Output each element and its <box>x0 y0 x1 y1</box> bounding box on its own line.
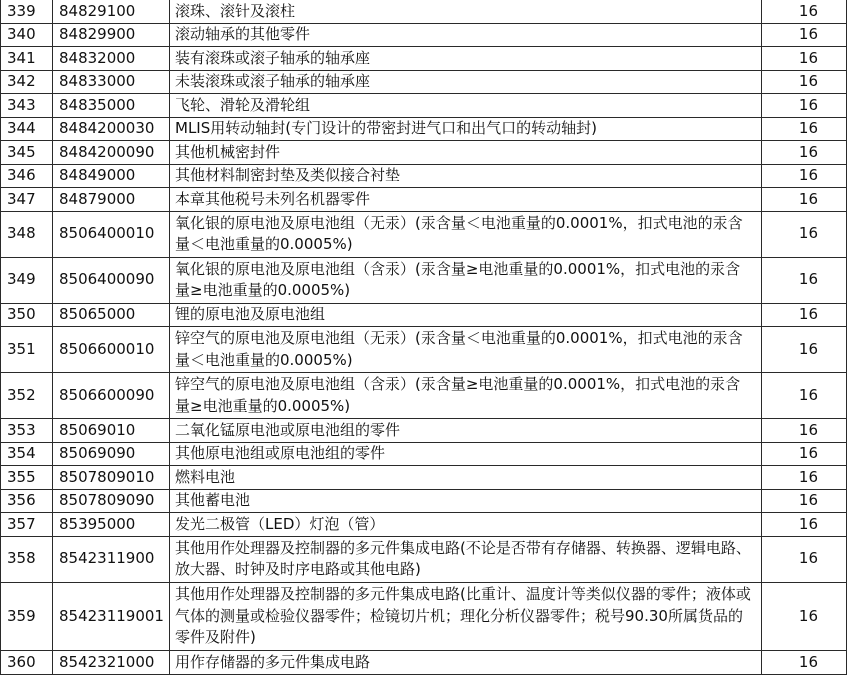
table-row <box>1 419 847 443</box>
tariff-code-cell: 84835000 <box>53 94 170 118</box>
table-row <box>1 373 847 419</box>
rate-cell: 16 <box>762 23 847 47</box>
row-number-cell: 340 <box>1 23 53 47</box>
description-cell: 装有滚珠或滚子轴承的轴承座 <box>170 47 762 71</box>
table-row <box>1 651 847 675</box>
description-cell: 用作存储器的多元件集成电路 <box>170 651 762 675</box>
rate-cell: 16 <box>762 536 847 582</box>
table-row <box>1 47 847 71</box>
table-row <box>1 188 847 212</box>
table-row <box>1 211 847 257</box>
description-cell: 本章其他税号未列名机器零件 <box>170 188 762 212</box>
table-row <box>1 257 847 303</box>
table-row <box>1 303 847 327</box>
tariff-code-cell: 8506600010 <box>53 327 170 373</box>
tariff-code-cell: 8484200090 <box>53 141 170 165</box>
table-row <box>1 442 847 466</box>
rate-cell: 16 <box>762 419 847 443</box>
tariff-code-cell: 85069090 <box>53 442 170 466</box>
row-number-cell: 350 <box>1 303 53 327</box>
row-number-cell: 345 <box>1 141 53 165</box>
row-number-cell: 348 <box>1 211 53 257</box>
table-row <box>1 513 847 537</box>
table-row <box>1 536 847 582</box>
rate-cell: 16 <box>762 141 847 165</box>
row-number-cell: 354 <box>1 442 53 466</box>
tariff-code-cell: 8507809090 <box>53 489 170 513</box>
description-cell: 氧化银的原电池及原电池组（无汞）(汞含量＜电池重量的0.0001%，扣式电池的汞含量＜电池重量的0.0005%) <box>170 211 762 257</box>
rate-cell: 16 <box>762 0 847 23</box>
rate-cell: 16 <box>762 651 847 675</box>
tariff-code-cell: 8506600090 <box>53 373 170 419</box>
table-row <box>1 582 847 651</box>
rate-cell: 16 <box>762 117 847 141</box>
rate-cell: 16 <box>762 257 847 303</box>
description-cell: 发光二极管（LED）灯泡（管） <box>170 513 762 537</box>
row-number-cell: 341 <box>1 47 53 71</box>
tariff-code-cell: 8542321000 <box>53 651 170 675</box>
tariff-code-cell: 84832000 <box>53 47 170 71</box>
description-cell: 其他原电池组或原电池组的零件 <box>170 442 762 466</box>
description-cell: MLIS用转动轴封(专门设计的带密封进气口和出气口的转动轴封) <box>170 117 762 141</box>
description-cell: 二氧化锰原电池或原电池组的零件 <box>170 419 762 443</box>
rate-cell: 16 <box>762 442 847 466</box>
description-cell: 锌空气的原电池及原电池组（无汞）(汞含量＜电池重量的0.0001%，扣式电池的汞含量＜电池重量的0.0005%) <box>170 327 762 373</box>
table-row <box>1 141 847 165</box>
description-cell: 滚动轴承的其他零件 <box>170 23 762 47</box>
row-number-cell: 349 <box>1 257 53 303</box>
tariff-code-cell: 85423119001 <box>53 582 170 651</box>
rate-cell: 16 <box>762 188 847 212</box>
row-number-cell: 356 <box>1 489 53 513</box>
table-row <box>1 117 847 141</box>
rate-cell: 16 <box>762 513 847 537</box>
tariff-code-cell: 84879000 <box>53 188 170 212</box>
table-row <box>1 489 847 513</box>
rate-cell: 16 <box>762 466 847 490</box>
row-number-cell: 358 <box>1 536 53 582</box>
row-number-cell: 351 <box>1 327 53 373</box>
description-cell: 其他用作处理器及控制器的多元件集成电路(不论是否带有存储器、转换器、逻辑电路、放大器、时钟及时序电路或其他电路) <box>170 536 762 582</box>
row-number-cell: 344 <box>1 117 53 141</box>
tariff-code-cell: 8484200030 <box>53 117 170 141</box>
row-number-cell: 357 <box>1 513 53 537</box>
description-cell: 飞轮、滑轮及滑轮组 <box>170 94 762 118</box>
row-number-cell: 346 <box>1 164 53 188</box>
description-cell: 未装滚珠或滚子轴承的轴承座 <box>170 70 762 94</box>
tariff-code-cell: 8507809010 <box>53 466 170 490</box>
rate-cell: 16 <box>762 94 847 118</box>
description-cell: 燃料电池 <box>170 466 762 490</box>
description-cell: 锌空气的原电池及原电池组（含汞）(汞含量≥电池重量的0.0001%，扣式电池的汞含量≥电池重量的0.0005%) <box>170 373 762 419</box>
row-number-cell: 352 <box>1 373 53 419</box>
table-row <box>1 23 847 47</box>
description-cell: 锂的原电池及原电池组 <box>170 303 762 327</box>
tariff-code-cell: 8506400090 <box>53 257 170 303</box>
tariff-code-cell: 85069010 <box>53 419 170 443</box>
rate-cell: 16 <box>762 327 847 373</box>
tariff-code-cell: 85395000 <box>53 513 170 537</box>
row-number-cell: 353 <box>1 419 53 443</box>
table-row <box>1 94 847 118</box>
description-cell: 其他机械密封件 <box>170 141 762 165</box>
tariff-code-cell: 84849000 <box>53 164 170 188</box>
description-cell: 滚珠、滚针及滚柱 <box>170 0 762 23</box>
rate-cell: 16 <box>762 47 847 71</box>
table-row <box>1 164 847 188</box>
description-cell: 其他用作处理器及控制器的多元件集成电路(比重计、温度计等类似仪器的零件；液体或气体的测量或检验仪器零件；检镜切片机；理化分析仪器零件；税号90.30所属货品的零件及附件) <box>170 582 762 651</box>
row-number-cell: 359 <box>1 582 53 651</box>
row-number-cell: 360 <box>1 651 53 675</box>
description-cell: 其他蓄电池 <box>170 489 762 513</box>
rate-cell: 16 <box>762 373 847 419</box>
table-row <box>1 70 847 94</box>
table-row <box>1 327 847 373</box>
row-number-cell: 347 <box>1 188 53 212</box>
table-row <box>1 466 847 490</box>
rate-cell: 16 <box>762 489 847 513</box>
description-cell: 其他材料制密封垫及类似接合衬垫 <box>170 164 762 188</box>
row-number-cell: 339 <box>1 0 53 23</box>
rate-cell: 16 <box>762 303 847 327</box>
tariff-code-cell: 8542311900 <box>53 536 170 582</box>
table-row <box>1 0 847 23</box>
description-cell: 氧化银的原电池及原电池组（含汞）(汞含量≥电池重量的0.0001%，扣式电池的汞含量≥电池重量的0.0005%) <box>170 257 762 303</box>
tariff-code-cell: 84829900 <box>53 23 170 47</box>
row-number-cell: 355 <box>1 466 53 490</box>
rate-cell: 16 <box>762 211 847 257</box>
tariff-table-body <box>1 0 847 674</box>
row-number-cell: 343 <box>1 94 53 118</box>
row-number-cell: 342 <box>1 70 53 94</box>
tariff-code-cell: 84829100 <box>53 0 170 23</box>
rate-cell: 16 <box>762 164 847 188</box>
rate-cell: 16 <box>762 582 847 651</box>
rate-cell: 16 <box>762 70 847 94</box>
tariff-code-cell: 85065000 <box>53 303 170 327</box>
tariff-code-cell: 84833000 <box>53 70 170 94</box>
tariff-code-cell: 8506400010 <box>53 211 170 257</box>
